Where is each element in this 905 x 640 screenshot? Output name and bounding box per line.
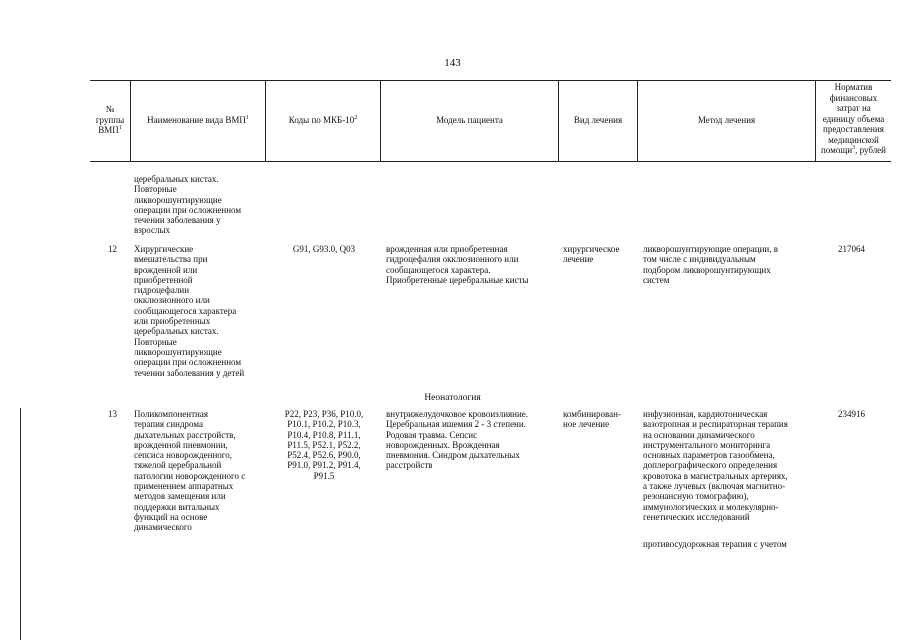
row-patient-model: внутрижелудочковое кровоизлияние. Церебральная ишемия 2 - 3 степени. Родовая травма. Сепсис новорожденных. Врожденная пневмония. Синдром дыхательных расстройств <box>386 409 529 471</box>
row-norm-value: 217064 <box>838 244 865 254</box>
row-vmp-name: Поликомпонентная терапия синдрома дыхательных расстройств, врожденной пневмонии, сепсиса новорожденного, тяжелой церебральной патологии новорожденного с применением аппаратных методов замещения или поддержки витальных функций на основе динамического <box>134 409 246 533</box>
table-header-bottom-rule <box>90 161 891 162</box>
row-group-number: 12 <box>108 244 117 254</box>
header-mkb-codes: Коды по МКБ-$10^2$ <box>288 115 358 125</box>
header-treatment-method: Метод лечения <box>697 115 756 125</box>
row-patient-model: врожденная или приобретенная гидроцефалия окклюзионного или сообщающегося характера. Приобретенные церебральные кисты <box>386 244 529 285</box>
section-heading: Неонатология <box>424 393 481 403</box>
header-treatment-type: Вид лечения <box>573 115 623 125</box>
row-mkb-codes: G91, G93.0, Q03 <box>292 244 356 254</box>
row-treatment-method: ликворошунтирующие операции, в том числе с индивидуальным подбором ликворошунтирующих систем <box>643 244 778 285</box>
row-group-number: 13 <box>108 409 117 419</box>
page-edge-line <box>20 408 21 640</box>
table-top-rule <box>90 80 891 81</box>
header-norm: Норматив финансовых затрат на единицу объема предоставления медицинской помощи$^3$, рублей <box>820 82 886 155</box>
row-treatment-type: хирургическое лечение <box>563 244 620 265</box>
row-treatment-method: инфузионная, кардиотоническая вазотропная и респираторная терапия на основании динамического инструментального мониторинга основных параметров газообмена, доплерографического определения кровотока в магистральных артериях, а также лучевых (включая магнитно- резонансную томографию), иммунологических и молекулярно- генетических исследований <box>643 409 788 522</box>
header-vmp-name: Наименование вида ВМП$^1$ <box>147 115 249 125</box>
row-treatment-type: комбинирован- ное лечение <box>563 409 621 430</box>
row-mkb-codes: P22, P23, P36, P10.0, P10.1, P10.2, P10.3, P10.4, P10.8, P11.1, P11.5, P52.1, P52.2, P52.4, P52.6, P90.0, P91.0, P91.2, P91.4, P91.5 <box>284 409 364 481</box>
row-vmp-name: Хирургические вмешательства при врожденной или приобретенной гидроцефалии окклюзионного или сообщающегося характера или приобретенных церебральных кистах. Повторные ликворошунтирующие операции при осложненном течении заболевания у детей <box>134 244 245 378</box>
row-treatment-method-extra: противосудорожная терапия с учетом <box>643 539 787 549</box>
row-norm-value: 234916 <box>838 409 865 419</box>
header-patient-model: Модель пациента <box>436 115 503 125</box>
page-number: 143 <box>444 57 461 69</box>
continuation-text: церебральных кистах. Повторные ликворошунтирующие операции при осложненном течении заболевания у взрослых <box>134 174 242 236</box>
header-group-number: № группы ВМП$^1$ <box>95 104 125 135</box>
